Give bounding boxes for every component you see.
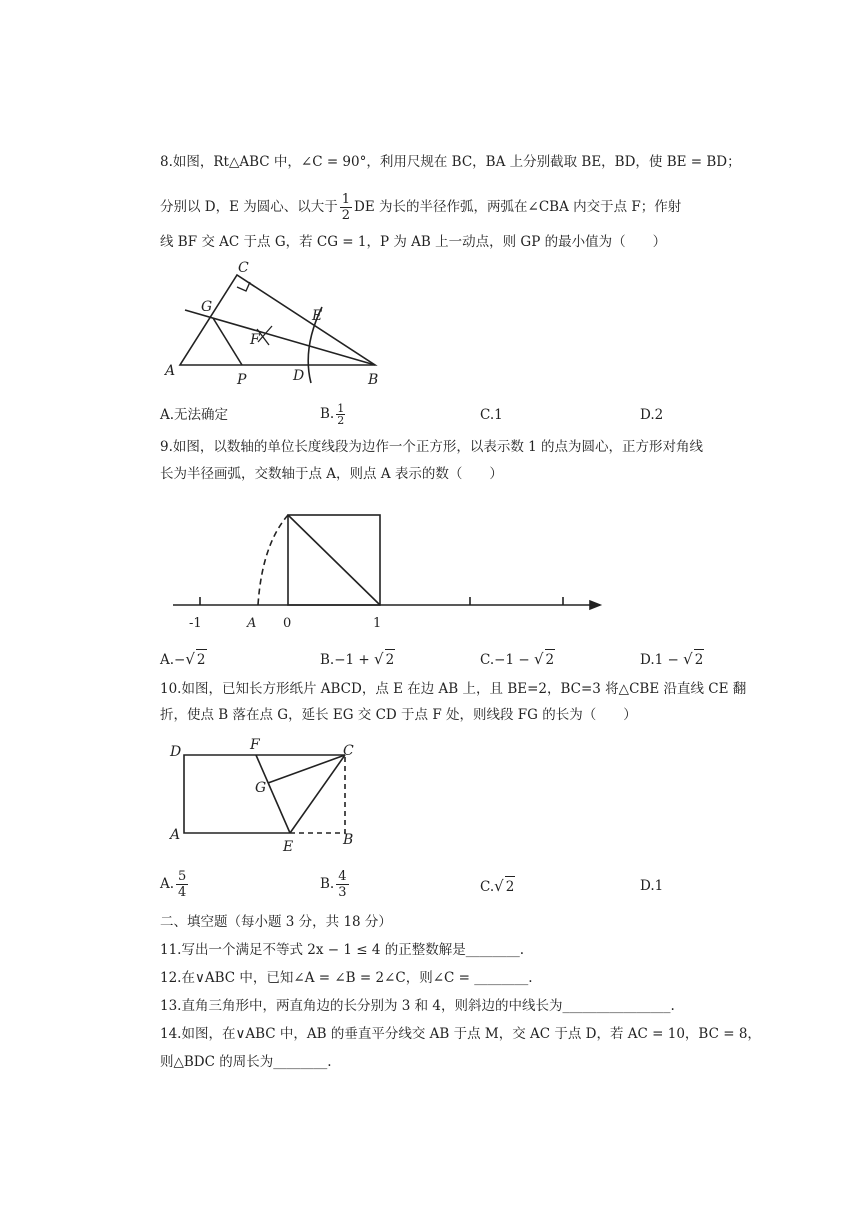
- q8-arc-f2: [257, 329, 269, 345]
- q12-stem: 12.在∨ABC 中，已知∠A = ∠B = 2∠C，则∠C = ________.: [160, 970, 533, 986]
- q8-fraction-num: 1: [341, 192, 351, 207]
- q8-label-a: A: [165, 363, 176, 379]
- q9-label-neg1: -1: [189, 616, 202, 631]
- q10-option-c-prefix: C.: [480, 879, 495, 895]
- q8-label-e: E: [312, 308, 323, 324]
- q10-stem-line1: 10.如图，已知长方形纸片 ABCD，点 E 在边 AB 上，且 BE=2，BC=3 将△CBE 沿直线 CE 翻: [160, 681, 747, 697]
- q9-option-b[interactable]: [320, 649, 395, 670]
- q10-label-e: E: [283, 839, 294, 855]
- q9-square: [288, 515, 380, 605]
- q8-label-f: F: [250, 332, 260, 348]
- q9-option-a[interactable]: [160, 649, 207, 670]
- q10-label-b: B: [343, 832, 354, 848]
- q9-stem-line1: 9.如图，以数轴的单位长度线段为边作一个正方形，以表示数 1 的点为圆心，正方形对角线: [160, 439, 704, 455]
- q8-stem-line2-a: 分别以 D，E 为圆心、以大于: [160, 199, 338, 215]
- q10-option-a-den: 4: [178, 885, 187, 900]
- q9-diagonal: [288, 515, 380, 605]
- q8-label-d: D: [293, 368, 305, 384]
- q9-stem-line2: 长为半径画弧，交数轴于点 A，则点 A 表示的数（ ）: [160, 466, 503, 482]
- q10-label-c: C: [343, 743, 354, 759]
- q10-option-b-den: 3: [338, 885, 347, 900]
- q10-option-a-prefix: A.: [160, 876, 175, 892]
- q10-option-a[interactable]: [160, 869, 190, 900]
- q8-fraction: [340, 192, 352, 223]
- q9-option-c-prefix: C.−1 −: [480, 652, 534, 668]
- q10-option-a-fraction: [176, 869, 188, 900]
- q10-label-a: A: [170, 827, 181, 843]
- q8-label-g: G: [201, 299, 213, 315]
- q10-option-d[interactable]: D.1: [640, 878, 664, 894]
- q8-arc-f1: [258, 326, 272, 342]
- sqrt-icon: √: [185, 650, 195, 668]
- q8-option-c[interactable]: C.1: [480, 407, 503, 423]
- q8-option-b[interactable]: [320, 403, 347, 426]
- q8-label-c: C: [238, 260, 249, 276]
- q8-segment-gp: [213, 318, 242, 365]
- q10-stem-line2: 折，使点 B 落在点 G，延长 EG 交 CD 于点 F 处，则线段 FG 的长为（ ）: [160, 707, 637, 723]
- sqrt-icon: √: [494, 877, 504, 895]
- q8-label-p: P: [237, 372, 247, 388]
- q14-stem-line2: 则△BDC 的周长为________.: [160, 1054, 332, 1070]
- q8-right-angle-mark: [237, 282, 250, 291]
- q14-stem-line1: 14.如图，在∨ABC 中，AB 的垂直平分线交 AB 于点 M，交 AC 于点 D，若 AC = 10，BC = 8，: [160, 1026, 761, 1042]
- q8-stem-line2-b: DE 为长的半径作弧，两弧在∠CBA 内交于点 F；作射: [354, 199, 682, 215]
- q8-label-b: B: [368, 372, 379, 388]
- q9-label-0: 0: [283, 616, 292, 631]
- q9-label-1: 1: [373, 616, 382, 631]
- q10-option-b[interactable]: [320, 869, 351, 900]
- q10-option-b-fraction: [336, 869, 348, 900]
- q10-option-b-num: 4: [338, 869, 347, 884]
- q9-axis-arrow: [590, 601, 600, 609]
- q9-option-d[interactable]: [640, 649, 704, 670]
- q8-option-b-fraction: [336, 403, 345, 426]
- q9-label-a: A: [247, 616, 257, 631]
- q10-rectangle-solid: [184, 755, 345, 833]
- section-heading: 二、填空题（每小题 3 分，共 18 分）: [160, 914, 392, 930]
- q11-stem: 11.写出一个满足不等式 2x − 1 ≤ 4 的正整数解是________.: [160, 942, 525, 958]
- q10-segment-ef: [256, 755, 290, 833]
- q8-stem-line2: [160, 192, 681, 223]
- q8-option-b-num: 1: [337, 402, 345, 415]
- q8-stem-line1: 8.如图，Rt△ABC 中，∠C = 90°，利用尺规在 BC，BA 上分别截取 BE，BD，使 BE = BD；: [160, 154, 741, 170]
- q9-option-c-radicand: 2: [545, 649, 556, 670]
- q8-stem-line3: 线 BF 交 AC 于点 G，若 CG = 1，P 为 AB 上一动点，则 GP 的最小值为（ ）: [160, 234, 667, 250]
- q9-option-a-radicand: 2: [196, 649, 207, 670]
- q9-option-b-radicand: 2: [385, 649, 396, 670]
- q10-option-a-num: 5: [178, 869, 187, 884]
- q9-option-d-radicand: 2: [694, 649, 705, 670]
- q10-label-d: D: [170, 744, 182, 760]
- q10-option-c[interactable]: [480, 876, 515, 897]
- q8-option-d[interactable]: D.2: [640, 407, 664, 423]
- q8-option-b-prefix: B.: [320, 406, 335, 422]
- q9-option-c[interactable]: [480, 649, 555, 670]
- q8-ray-bf: [185, 310, 375, 365]
- q8-arc-de: [308, 307, 322, 383]
- q10-segment-ce: [290, 755, 345, 833]
- sqrt-icon: √: [374, 650, 384, 668]
- q8-option-b-den: 2: [337, 414, 345, 427]
- q10-segment-cg: [268, 755, 345, 783]
- q8-option-a[interactable]: A.无法确定: [160, 407, 229, 423]
- q10-label-g: G: [255, 780, 267, 796]
- q10-folded-part-dashed: [290, 755, 345, 833]
- sqrt-icon: √: [683, 650, 693, 668]
- q10-option-b-prefix: B.: [320, 876, 335, 892]
- q9-arc: [258, 515, 288, 605]
- q8-fraction-den: 2: [341, 208, 351, 223]
- q10-label-f: F: [250, 737, 260, 753]
- q9-option-d-prefix: D.1 −: [640, 652, 684, 668]
- q9-option-a-prefix: A.−: [160, 652, 186, 668]
- q10-option-c-radicand: 2: [505, 876, 516, 897]
- q9-option-b-prefix: B.−1 +: [320, 652, 375, 668]
- q13-stem: 13.直角三角形中，两直角边的长分别为 3 和 4，则斜边的中线长为________________.: [160, 998, 675, 1014]
- q8-triangle: [180, 275, 375, 365]
- sqrt-icon: √: [533, 650, 544, 668]
